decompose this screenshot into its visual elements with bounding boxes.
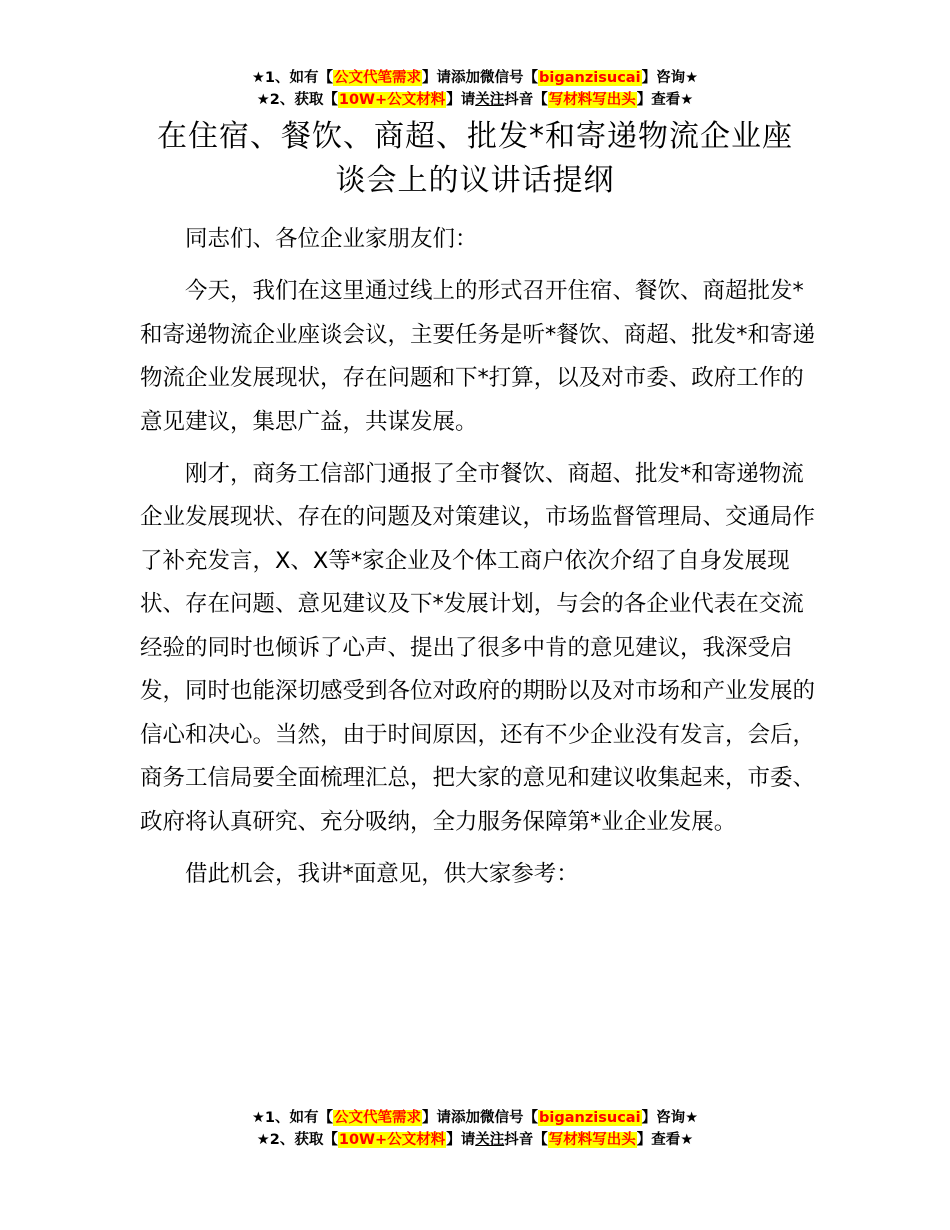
banner-text: 抖音【: [504, 92, 548, 108]
highlight-douyin: 写材料写出头: [548, 92, 636, 108]
banner-text: ★2、获取【: [256, 1132, 338, 1148]
document-body: [140, 218, 820, 905]
highlight-service: 公文代笔需求: [334, 70, 422, 86]
highlight-service: 公文代笔需求: [334, 1110, 422, 1126]
banner-text: 关注: [475, 1132, 505, 1148]
banner-text: 】查看★: [636, 92, 694, 108]
banner-line-1: [0, 67, 950, 89]
banner-text: 抖音【: [504, 1132, 548, 1148]
banner-text: 】请: [446, 1132, 476, 1148]
banner-text: 关注: [475, 92, 505, 108]
document-title: [0, 115, 950, 203]
banner-line-2: [0, 89, 950, 111]
banner-text: 】请添: [422, 70, 466, 86]
banner-line-1: [0, 1107, 950, 1129]
banner-text: 加: [465, 1110, 481, 1126]
highlight-materials: 10W+公文材料: [338, 1132, 446, 1148]
paragraph: 今天，我们在这里通过线上的形式召开住宿、餐饮、商超批发*和寄递物流企业座谈会议，主要任务是听*餐饮、商超、批发*和寄递物流企业发展现状，存在问题和下*打算，以及对市委、政府工作的意见建议，集思广益，共谋发展。: [140, 278, 816, 435]
title-line-1: 在住宿、餐饮、商超、批发*和寄递物流企业座: [157, 119, 793, 154]
banner-line-2: [0, 1129, 950, 1151]
banner-text: ★2、获取【: [256, 92, 338, 108]
banner-text: 】咨询★: [641, 1110, 699, 1126]
highlight-wechat-id: biganzisucai: [539, 70, 641, 86]
banner-text: ★1、如有【: [251, 1110, 334, 1126]
banner-text: 】请添: [422, 1110, 466, 1126]
banner-text: 微信号【: [480, 70, 539, 86]
paragraph: 刚才，商务工信部门通报了全市餐饮、商超、批发*和寄递物流企业发展现状、存在的问题及对策建议，市场监督管理局、交通局作了补充发言，X、X等*家企业及个体工商户依次介绍了自身发展现状、存在问题、意见建议及下*发展计划，与会的各企业代表在交流经验的同时也倾诉了心声、提出了很多中肯的意见建议，我深受启发，同时也能深切感受到各位对政府的期盼以及对市场和产业发展的信心和决心。当然，由于时间原因，还有不少企业没有发言，会后，商务工信局要全面梳理汇总，把大家的意见和建议收集起来，市委、政府将认真研究、充分吸纳，全力服务保障第*业企业发展。: [140, 460, 816, 835]
footer-banner: [0, 1107, 950, 1151]
title-line-2: 谈会上的议讲话提纲: [335, 163, 615, 198]
banner-text: 微信号【: [480, 1110, 539, 1126]
header-banner: [0, 67, 950, 111]
salutation: 同志们、各位企业家朋友们：: [185, 226, 478, 252]
banner-text: 】咨询★: [641, 70, 699, 86]
highlight-materials: 10W+公文材料: [338, 92, 446, 108]
paragraph: 借此机会，我讲*面意见，供大家参考：: [185, 860, 579, 887]
banner-text: 】查看★: [636, 1132, 694, 1148]
highlight-wechat-id: biganzisucai: [539, 1110, 641, 1126]
highlight-douyin: 写材料写出头: [548, 1132, 636, 1148]
banner-text: 】请: [446, 92, 476, 108]
banner-text: 加: [465, 70, 481, 86]
banner-text: ★1、如有【: [251, 70, 334, 86]
